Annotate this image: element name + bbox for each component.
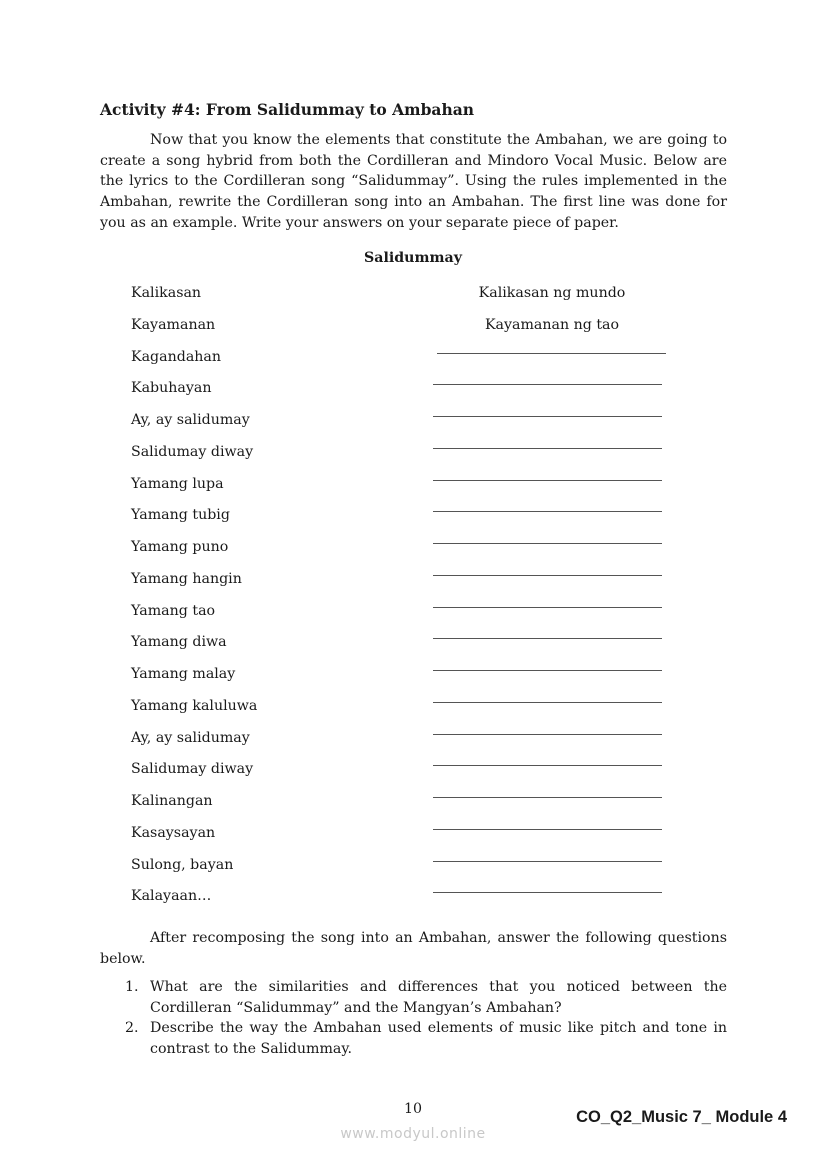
lyric-line: Yamang diwa: [131, 634, 227, 650]
page-number: 10: [403, 1101, 423, 1117]
lyric-line: Kalinangan: [131, 793, 213, 809]
lyric-line: Kagandahan: [131, 349, 222, 365]
question-number: 1.: [125, 979, 139, 995]
lyric-line: Yamang tao: [131, 603, 216, 619]
lyric-line: Yamang tubig: [131, 507, 230, 523]
question-list: [100, 977, 727, 1060]
activity-title: Activity #4: From Salidummay to Ambahan: [100, 100, 475, 119]
lyric-line: Ay, ay salidumay: [131, 730, 250, 746]
answer-blank-line: [433, 702, 662, 703]
answer-blank-line: [437, 353, 666, 354]
lyric-line: Yamang hangin: [131, 571, 242, 587]
module-code: CO_Q2_Music 7_ Module 4: [576, 1108, 787, 1126]
answer-blank-line: [433, 384, 662, 385]
lyric-line: Kasaysayan: [131, 825, 216, 841]
answer-blank-line: [433, 670, 662, 671]
answer-blank-line: [433, 734, 662, 735]
answer-blank-line: [433, 480, 662, 481]
question-item: [100, 1018, 727, 1059]
answer-blank-line: [433, 607, 662, 608]
answer-blank-line: [433, 511, 662, 512]
question-number: 2.: [125, 1020, 139, 1037]
lyric-line: Kayamanan: [131, 317, 216, 333]
lyric-line: Salidumay diway: [131, 444, 254, 460]
intro-paragraph: Now that you know the elements that constitute the Ambahan, we are going to create a song hybrid from both the Cordilleran and Mindoro Vocal Music. Below are the lyrics to the Cordilleran song “Salidummay”. Using the rules implemented in the Ambahan, rewrite the Cordilleran song into an Ambahan. The first line was done for you as an example. Write your answers on your separate piece of paper.: [100, 132, 727, 231]
lyric-line: Yamang lupa: [131, 476, 224, 492]
example-answer: Kayamanan ng tao: [484, 317, 620, 333]
lyric-line: Yamang puno: [131, 539, 229, 555]
lyric-line: Kabuhayan: [131, 380, 212, 396]
instructions-paragraph: After recomposing the song into an Ambahan, answer the following questions below.: [100, 930, 727, 967]
question-text: What are the similarities and differences that you noticed between the Cordilleran “Salidummay” and the Mangyan’s Ambahan?: [150, 979, 727, 1016]
lyric-line: Salidumay diway: [131, 761, 254, 777]
song-title: Salidummay: [364, 250, 462, 266]
answer-blank-line: [433, 448, 662, 449]
answer-blank-line: [433, 861, 662, 862]
answer-blank-line: [433, 892, 662, 893]
answer-blank-line: [433, 543, 662, 544]
example-answer: Kalikasan ng mundo: [478, 285, 626, 301]
answer-blank-line: [433, 575, 662, 576]
lyric-line: Yamang kaluluwa: [131, 698, 258, 714]
question-item: [100, 977, 727, 1018]
lyric-line: Yamang malay: [131, 666, 236, 682]
lyric-line: Kalikasan: [131, 285, 202, 301]
lyric-line: Ay, ay salidumay: [131, 412, 250, 428]
answer-blank-line: [433, 797, 662, 798]
lyric-line: Kalayaan…: [131, 888, 212, 904]
answer-blank-line: [433, 638, 662, 639]
answer-blank-line: [433, 829, 662, 830]
lyric-line: Sulong, bayan: [131, 857, 234, 873]
answer-blank-line: [433, 416, 662, 417]
question-text: Describe the way the Ambahan used elements of music like pitch and tone in contrast to the Salidummay.: [150, 1020, 727, 1058]
watermark: www.modyul.online: [340, 1126, 486, 1142]
answer-blank-line: [433, 765, 662, 766]
